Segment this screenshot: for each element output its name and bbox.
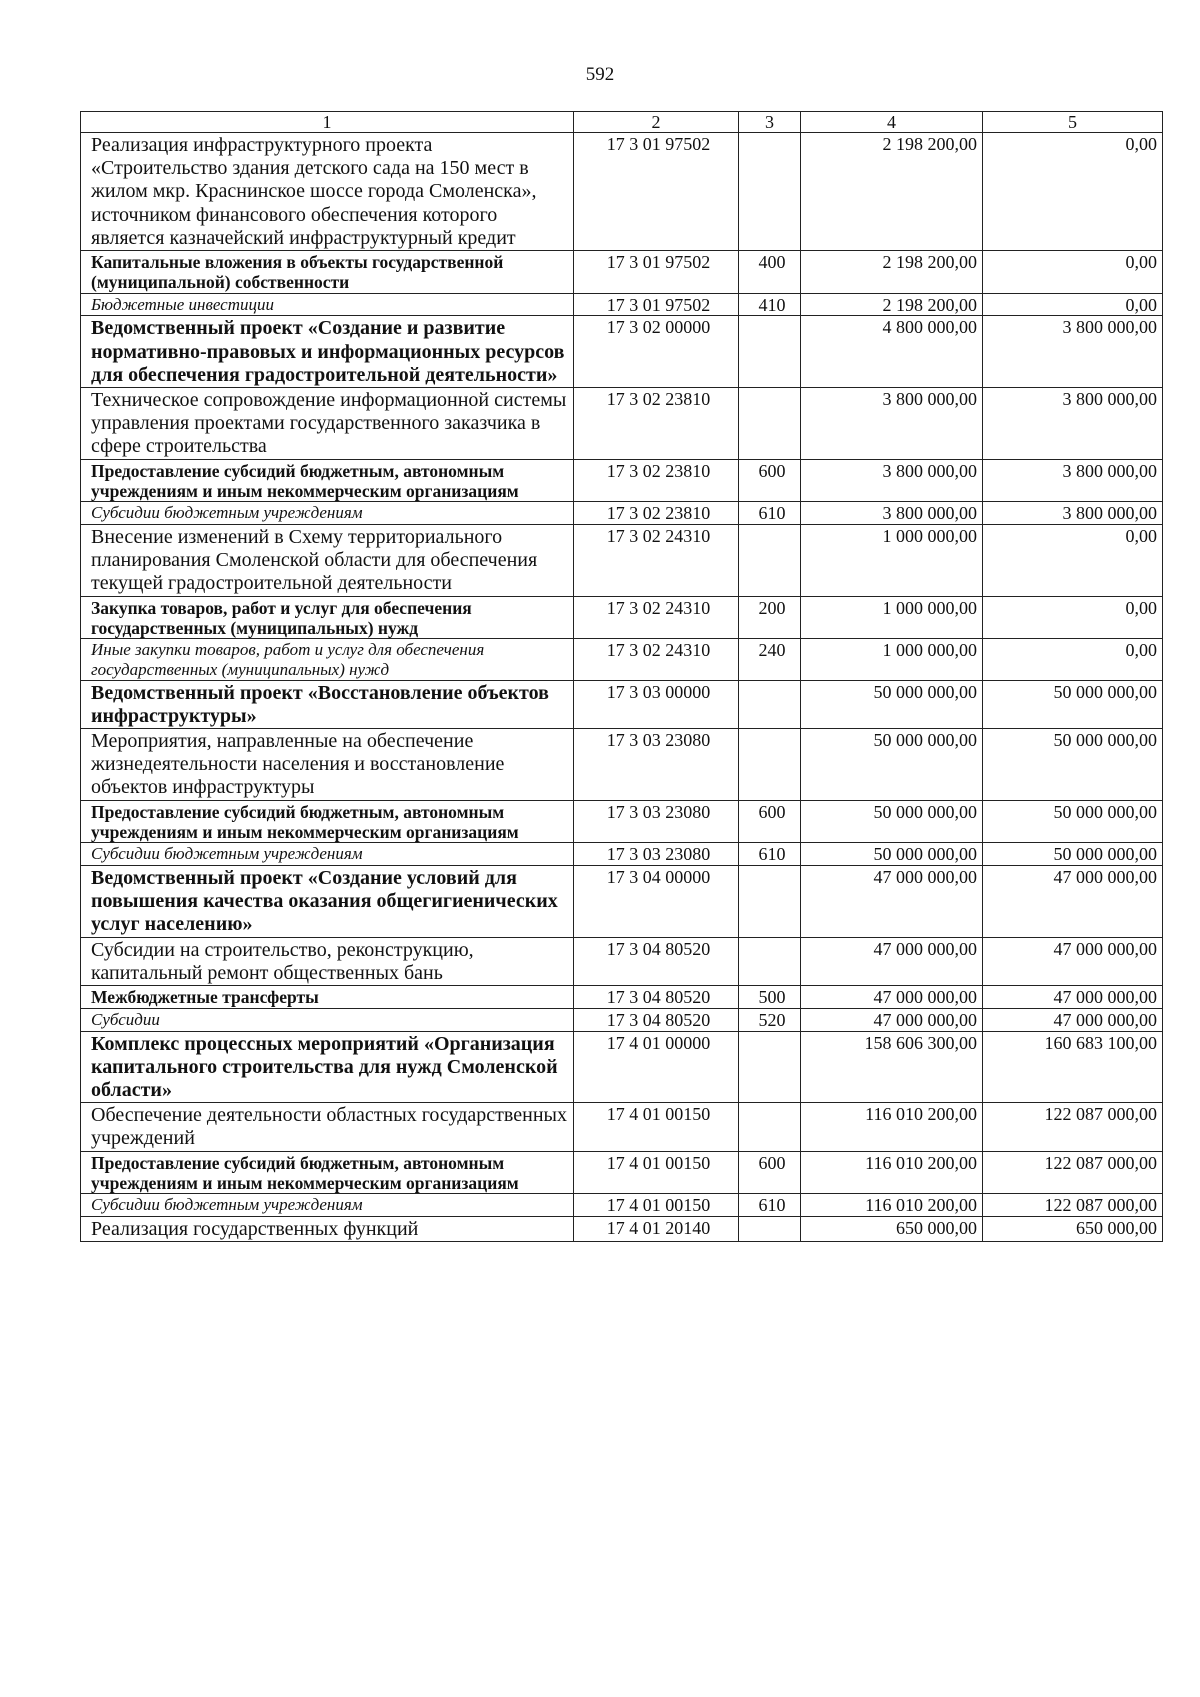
- row-code-cell: 17 4 01 00150: [574, 1151, 739, 1194]
- row-sum-year-2-cell: 0,00: [983, 525, 1163, 597]
- row-sum-year-1-cell: 50 000 000,00: [801, 680, 983, 728]
- row-sum-year-2-cell: 0,00: [983, 596, 1163, 639]
- row-name-cell: Техническое сопровождение информационной системы управления проектами государственного заказчика в сфере строительства: [81, 387, 574, 459]
- table-row: [81, 525, 1163, 597]
- row-name-cell: Субсидии бюджетным учреждениям: [81, 1194, 574, 1217]
- row-sum-year-2-cell: 3 800 000,00: [983, 387, 1163, 459]
- row-code-cell: 17 4 01 00150: [574, 1194, 739, 1217]
- table-row: [81, 937, 1163, 985]
- row-expense-type-cell: 610: [739, 843, 801, 866]
- row-expense-type-cell: 610: [739, 502, 801, 525]
- row-expense-type-cell: 600: [739, 1151, 801, 1194]
- table-row: [81, 1103, 1163, 1151]
- row-name-cell: Межбюджетные трансферты: [81, 985, 574, 1008]
- row-code-cell: 17 3 02 23810: [574, 387, 739, 459]
- row-sum-year-1-cell: 2 198 200,00: [801, 293, 983, 316]
- row-expense-type-cell: [739, 866, 801, 938]
- row-name-cell: Мероприятия, направленные на обеспечение жизнедеятельности населения и восстановление объектов инфраструктуры: [81, 728, 574, 800]
- row-expense-type-cell: 410: [739, 293, 801, 316]
- row-code-cell: 17 3 01 97502: [574, 293, 739, 316]
- row-name-cell: Закупка товаров, работ и услуг для обеспечения государственных (муниципальных) нужд: [81, 596, 574, 639]
- row-sum-year-1-cell: 47 000 000,00: [801, 866, 983, 938]
- table-row: [81, 680, 1163, 728]
- row-expense-type-cell: 600: [739, 800, 801, 843]
- row-sum-year-1-cell: 116 010 200,00: [801, 1194, 983, 1217]
- row-name-cell: Капитальные вложения в объекты государственной (муниципальной) собственности: [81, 250, 574, 293]
- row-name-cell: Субсидии бюджетным учреждениям: [81, 502, 574, 525]
- row-code-cell: 17 3 04 80520: [574, 937, 739, 985]
- row-name-cell: Субсидии на строительство, реконструкцию, капитальный ремонт общественных бань: [81, 937, 574, 985]
- table-row: [81, 843, 1163, 866]
- row-expense-type-cell: [739, 316, 801, 388]
- table-row: [81, 639, 1163, 680]
- row-sum-year-2-cell: 122 087 000,00: [983, 1194, 1163, 1217]
- row-code-cell: 17 4 01 20140: [574, 1217, 739, 1242]
- row-sum-year-1-cell: 158 606 300,00: [801, 1031, 983, 1103]
- row-expense-type-cell: [739, 133, 801, 251]
- row-sum-year-2-cell: 0,00: [983, 293, 1163, 316]
- row-code-cell: 17 3 01 97502: [574, 133, 739, 251]
- row-code-cell: 17 3 02 23810: [574, 502, 739, 525]
- row-expense-type-cell: [739, 387, 801, 459]
- table-row: [81, 387, 1163, 459]
- row-expense-type-cell: 400: [739, 250, 801, 293]
- row-code-cell: 17 3 03 23080: [574, 728, 739, 800]
- row-sum-year-2-cell: 0,00: [983, 639, 1163, 680]
- table-row: [81, 502, 1163, 525]
- row-name-cell: Предоставление субсидий бюджетным, автономным учреждениям и иным некоммерческим организациям: [81, 1151, 574, 1194]
- column-header-code: 2: [574, 112, 739, 133]
- row-expense-type-cell: [739, 1217, 801, 1242]
- row-code-cell: 17 3 02 24310: [574, 596, 739, 639]
- row-sum-year-2-cell: 122 087 000,00: [983, 1103, 1163, 1151]
- row-sum-year-2-cell: 3 800 000,00: [983, 459, 1163, 502]
- row-name-cell: Комплекс процессных мероприятий «Организация капитального строительства для нужд Смоленской области»: [81, 1031, 574, 1103]
- row-sum-year-1-cell: 47 000 000,00: [801, 985, 983, 1008]
- row-sum-year-2-cell: 0,00: [983, 133, 1163, 251]
- row-sum-year-1-cell: 1 000 000,00: [801, 525, 983, 597]
- table-row: [81, 596, 1163, 639]
- row-expense-type-cell: 240: [739, 639, 801, 680]
- table-row: [81, 250, 1163, 293]
- row-expense-type-cell: 610: [739, 1194, 801, 1217]
- row-sum-year-1-cell: 3 800 000,00: [801, 502, 983, 525]
- row-expense-type-cell: 520: [739, 1008, 801, 1031]
- budget-table: [80, 111, 1163, 1242]
- row-code-cell: 17 3 01 97502: [574, 250, 739, 293]
- table-row: [81, 1194, 1163, 1217]
- row-expense-type-cell: [739, 1031, 801, 1103]
- row-sum-year-2-cell: 50 000 000,00: [983, 843, 1163, 866]
- row-name-cell: Субсидии бюджетным учреждениям: [81, 843, 574, 866]
- row-expense-type-cell: 600: [739, 459, 801, 502]
- column-header-sum-year-1: 4: [801, 112, 983, 133]
- row-sum-year-1-cell: 4 800 000,00: [801, 316, 983, 388]
- row-sum-year-1-cell: 47 000 000,00: [801, 1008, 983, 1031]
- row-code-cell: 17 3 02 00000: [574, 316, 739, 388]
- row-name-cell: Обеспечение деятельности областных государственных учреждений: [81, 1103, 574, 1151]
- table-row: [81, 459, 1163, 502]
- row-sum-year-1-cell: 116 010 200,00: [801, 1151, 983, 1194]
- row-name-cell: Бюджетные инвестиции: [81, 293, 574, 316]
- row-sum-year-2-cell: 50 000 000,00: [983, 680, 1163, 728]
- row-name-cell: Реализация инфраструктурного проекта «Строительство здания детского сада на 150 мест в жилом мкр. Краснинское шоссе города Смоленска», источником финансового обеспечения которого является казначейский инфраструктурный кредит: [81, 133, 574, 251]
- header-row: [81, 112, 1163, 133]
- row-code-cell: 17 3 03 23080: [574, 800, 739, 843]
- row-sum-year-1-cell: 2 198 200,00: [801, 133, 983, 251]
- row-name-cell: Предоставление субсидий бюджетным, автономным учреждениям и иным некоммерческим организациям: [81, 800, 574, 843]
- row-code-cell: 17 3 02 24310: [574, 639, 739, 680]
- row-expense-type-cell: [739, 680, 801, 728]
- row-name-cell: Предоставление субсидий бюджетным, автономным учреждениям и иным некоммерческим организациям: [81, 459, 574, 502]
- row-name-cell: Внесение изменений в Схему территориального планирования Смоленской области для обеспечения текущей градостроительной деятельности: [81, 525, 574, 597]
- column-header-expense-type: 3: [739, 112, 801, 133]
- row-sum-year-1-cell: 1 000 000,00: [801, 596, 983, 639]
- row-sum-year-2-cell: 650 000,00: [983, 1217, 1163, 1242]
- row-name-cell: Реализация государственных функций: [81, 1217, 574, 1242]
- table-row: [81, 866, 1163, 938]
- row-name-cell: Ведомственный проект «Создание условий для повышения качества оказания общегигиенических услуг населению»: [81, 866, 574, 938]
- row-name-cell: Ведомственный проект «Создание и развитие нормативно-правовых и информационных ресурсов для обеспечения градостроительной деятельности»: [81, 316, 574, 388]
- row-sum-year-1-cell: 650 000,00: [801, 1217, 983, 1242]
- table-row: [81, 293, 1163, 316]
- row-sum-year-2-cell: 50 000 000,00: [983, 728, 1163, 800]
- table-row: [81, 1008, 1163, 1031]
- row-sum-year-1-cell: 3 800 000,00: [801, 459, 983, 502]
- table-row: [81, 1151, 1163, 1194]
- row-code-cell: 17 4 01 00150: [574, 1103, 739, 1151]
- table-row: [81, 800, 1163, 843]
- table-body: [81, 133, 1163, 1242]
- row-code-cell: 17 3 02 24310: [574, 525, 739, 597]
- row-sum-year-1-cell: 2 198 200,00: [801, 250, 983, 293]
- row-sum-year-1-cell: 1 000 000,00: [801, 639, 983, 680]
- column-header-sum-year-2: 5: [983, 112, 1163, 133]
- row-expense-type-cell: [739, 1103, 801, 1151]
- row-code-cell: 17 3 04 00000: [574, 866, 739, 938]
- row-name-cell: Иные закупки товаров, работ и услуг для обеспечения государственных (муниципальных) нужд: [81, 639, 574, 680]
- row-sum-year-2-cell: 3 800 000,00: [983, 316, 1163, 388]
- row-sum-year-2-cell: 122 087 000,00: [983, 1151, 1163, 1194]
- row-sum-year-2-cell: 0,00: [983, 250, 1163, 293]
- row-sum-year-1-cell: 3 800 000,00: [801, 387, 983, 459]
- table-row: [81, 728, 1163, 800]
- row-code-cell: 17 3 04 80520: [574, 1008, 739, 1031]
- row-sum-year-1-cell: 50 000 000,00: [801, 728, 983, 800]
- row-code-cell: 17 3 02 23810: [574, 459, 739, 502]
- row-sum-year-2-cell: 160 683 100,00: [983, 1031, 1163, 1103]
- row-name-cell: Ведомственный проект «Восстановление объектов инфраструктуры»: [81, 680, 574, 728]
- row-expense-type-cell: [739, 728, 801, 800]
- column-header-name: 1: [81, 112, 574, 133]
- table-row: [81, 316, 1163, 388]
- row-expense-type-cell: [739, 525, 801, 597]
- row-code-cell: 17 4 01 00000: [574, 1031, 739, 1103]
- row-sum-year-1-cell: 116 010 200,00: [801, 1103, 983, 1151]
- row-sum-year-1-cell: 50 000 000,00: [801, 800, 983, 843]
- row-name-cell: Субсидии: [81, 1008, 574, 1031]
- row-expense-type-cell: 200: [739, 596, 801, 639]
- row-code-cell: 17 3 04 80520: [574, 985, 739, 1008]
- row-sum-year-2-cell: 47 000 000,00: [983, 866, 1163, 938]
- table-row: [81, 1031, 1163, 1103]
- row-sum-year-1-cell: 50 000 000,00: [801, 843, 983, 866]
- row-sum-year-2-cell: 47 000 000,00: [983, 985, 1163, 1008]
- row-code-cell: 17 3 03 23080: [574, 843, 739, 866]
- row-sum-year-2-cell: 47 000 000,00: [983, 937, 1163, 985]
- table-row: [81, 985, 1163, 1008]
- table-row: [81, 133, 1163, 251]
- row-sum-year-2-cell: 47 000 000,00: [983, 1008, 1163, 1031]
- page-number: 592: [585, 64, 615, 85]
- row-sum-year-2-cell: 50 000 000,00: [983, 800, 1163, 843]
- row-sum-year-1-cell: 47 000 000,00: [801, 937, 983, 985]
- table-row: [81, 1217, 1163, 1242]
- row-expense-type-cell: 500: [739, 985, 801, 1008]
- row-code-cell: 17 3 03 00000: [574, 680, 739, 728]
- row-expense-type-cell: [739, 937, 801, 985]
- row-sum-year-2-cell: 3 800 000,00: [983, 502, 1163, 525]
